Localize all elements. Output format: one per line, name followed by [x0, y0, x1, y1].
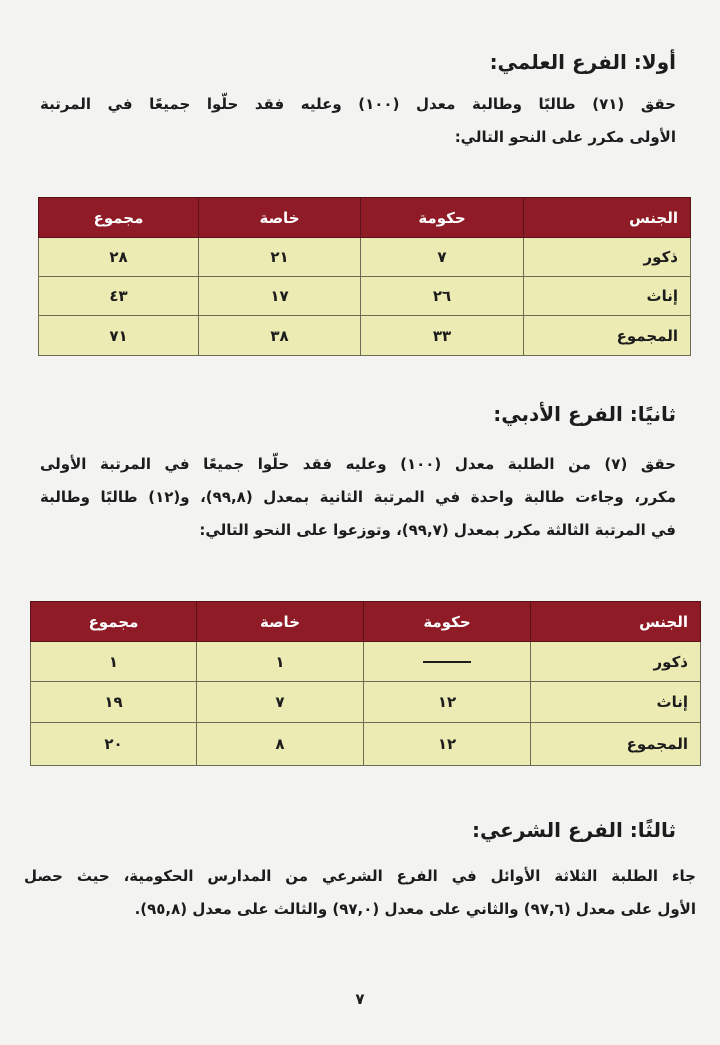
- table-cell: ٣٨: [199, 316, 361, 356]
- column-header-total: مجموع: [39, 198, 199, 238]
- literary-branch-table: [30, 601, 701, 766]
- section-1-paragraph: [40, 88, 676, 154]
- table-cell: ٧: [361, 238, 524, 277]
- column-header-total: مجموع: [31, 602, 197, 642]
- section-3-paragraph: [24, 860, 696, 926]
- table-cell: ١٧: [199, 277, 361, 316]
- paragraph-line: الأولى مكرر على النحو التالي:: [454, 128, 676, 146]
- paragraph-line: الأول على معدل (٩٧,٦) والثاني على معدل (٩٧,٠) والثالث على معدل (٩٥,٨).: [134, 900, 696, 918]
- table-cell-empty: [364, 642, 531, 682]
- table-cell: ١: [197, 642, 364, 682]
- table-row: [39, 277, 691, 316]
- column-header-gender: الجنس: [524, 198, 691, 238]
- table-row: [31, 642, 701, 682]
- science-branch-table: [38, 197, 691, 356]
- table-cell: ١٢: [364, 723, 531, 766]
- table-cell: المجموع: [531, 723, 701, 766]
- table-cell: ١: [31, 642, 197, 682]
- table-cell: ٢٨: [39, 238, 199, 277]
- table-cell: ٣٣: [361, 316, 524, 356]
- table-cell: ٧١: [39, 316, 199, 356]
- paragraph-line: مكرر، وجاءت طالبة واحدة في المرتبة الثانية بمعدل (٩٩,٨)، و(١٢) طالبًا وطالبة: [40, 488, 676, 506]
- table-row: [39, 316, 691, 356]
- section-2-paragraph: [40, 448, 676, 547]
- dash-mark: [423, 661, 471, 663]
- table-cell: ٢١: [199, 238, 361, 277]
- column-header-gender: الجنس: [531, 602, 701, 642]
- table-row: [31, 723, 701, 766]
- page-number: ٧: [355, 990, 365, 1008]
- column-header-private: خاصة: [197, 602, 364, 642]
- section-3-heading: ثالثًا: الفرع الشرعي:: [471, 818, 676, 842]
- table-header-row: [31, 602, 701, 642]
- table-cell: ٢٠: [31, 723, 197, 766]
- table-cell: المجموع: [524, 316, 691, 356]
- column-header-government: حكومة: [364, 602, 531, 642]
- table-cell: ١٩: [31, 682, 197, 723]
- table-cell: ٤٣: [39, 277, 199, 316]
- table-cell: ١٢: [364, 682, 531, 723]
- table-cell: ذكور: [531, 642, 701, 682]
- table-cell: إناث: [524, 277, 691, 316]
- table-cell: ٢٦: [361, 277, 524, 316]
- column-header-private: خاصة: [199, 198, 361, 238]
- section-1-heading: أولا: الفرع العلمي:: [489, 50, 676, 74]
- table-cell: ٧: [197, 682, 364, 723]
- table-cell: ٨: [197, 723, 364, 766]
- section-2-heading: ثانيًا: الفرع الأدبي:: [493, 402, 676, 426]
- paragraph-line: في المرتبة الثالثة مكرر بمعدل (٩٩,٧)، وتوزعوا على النحو التالي:: [199, 521, 676, 539]
- table-cell: ذكور: [524, 238, 691, 277]
- paragraph-line: حقق (٧١) طالبًا وطالبة معدل (١٠٠) وعليه فقد حلّوا جميعًا في المرتبة: [40, 95, 676, 113]
- table-row: [39, 238, 691, 277]
- column-header-government: حكومة: [361, 198, 524, 238]
- table-header-row: [39, 198, 691, 238]
- paragraph-line: جاء الطلبة الثلاثة الأوائل في الفرع الشرعي من المدارس الحكومية، حيث حصل: [24, 867, 696, 885]
- table-cell: إناث: [531, 682, 701, 723]
- table-row: [31, 682, 701, 723]
- paragraph-line: حقق (٧) من الطلبة معدل (١٠٠) وعليه فقد حلّوا جميعًا في المرتبة الأولى: [40, 455, 676, 473]
